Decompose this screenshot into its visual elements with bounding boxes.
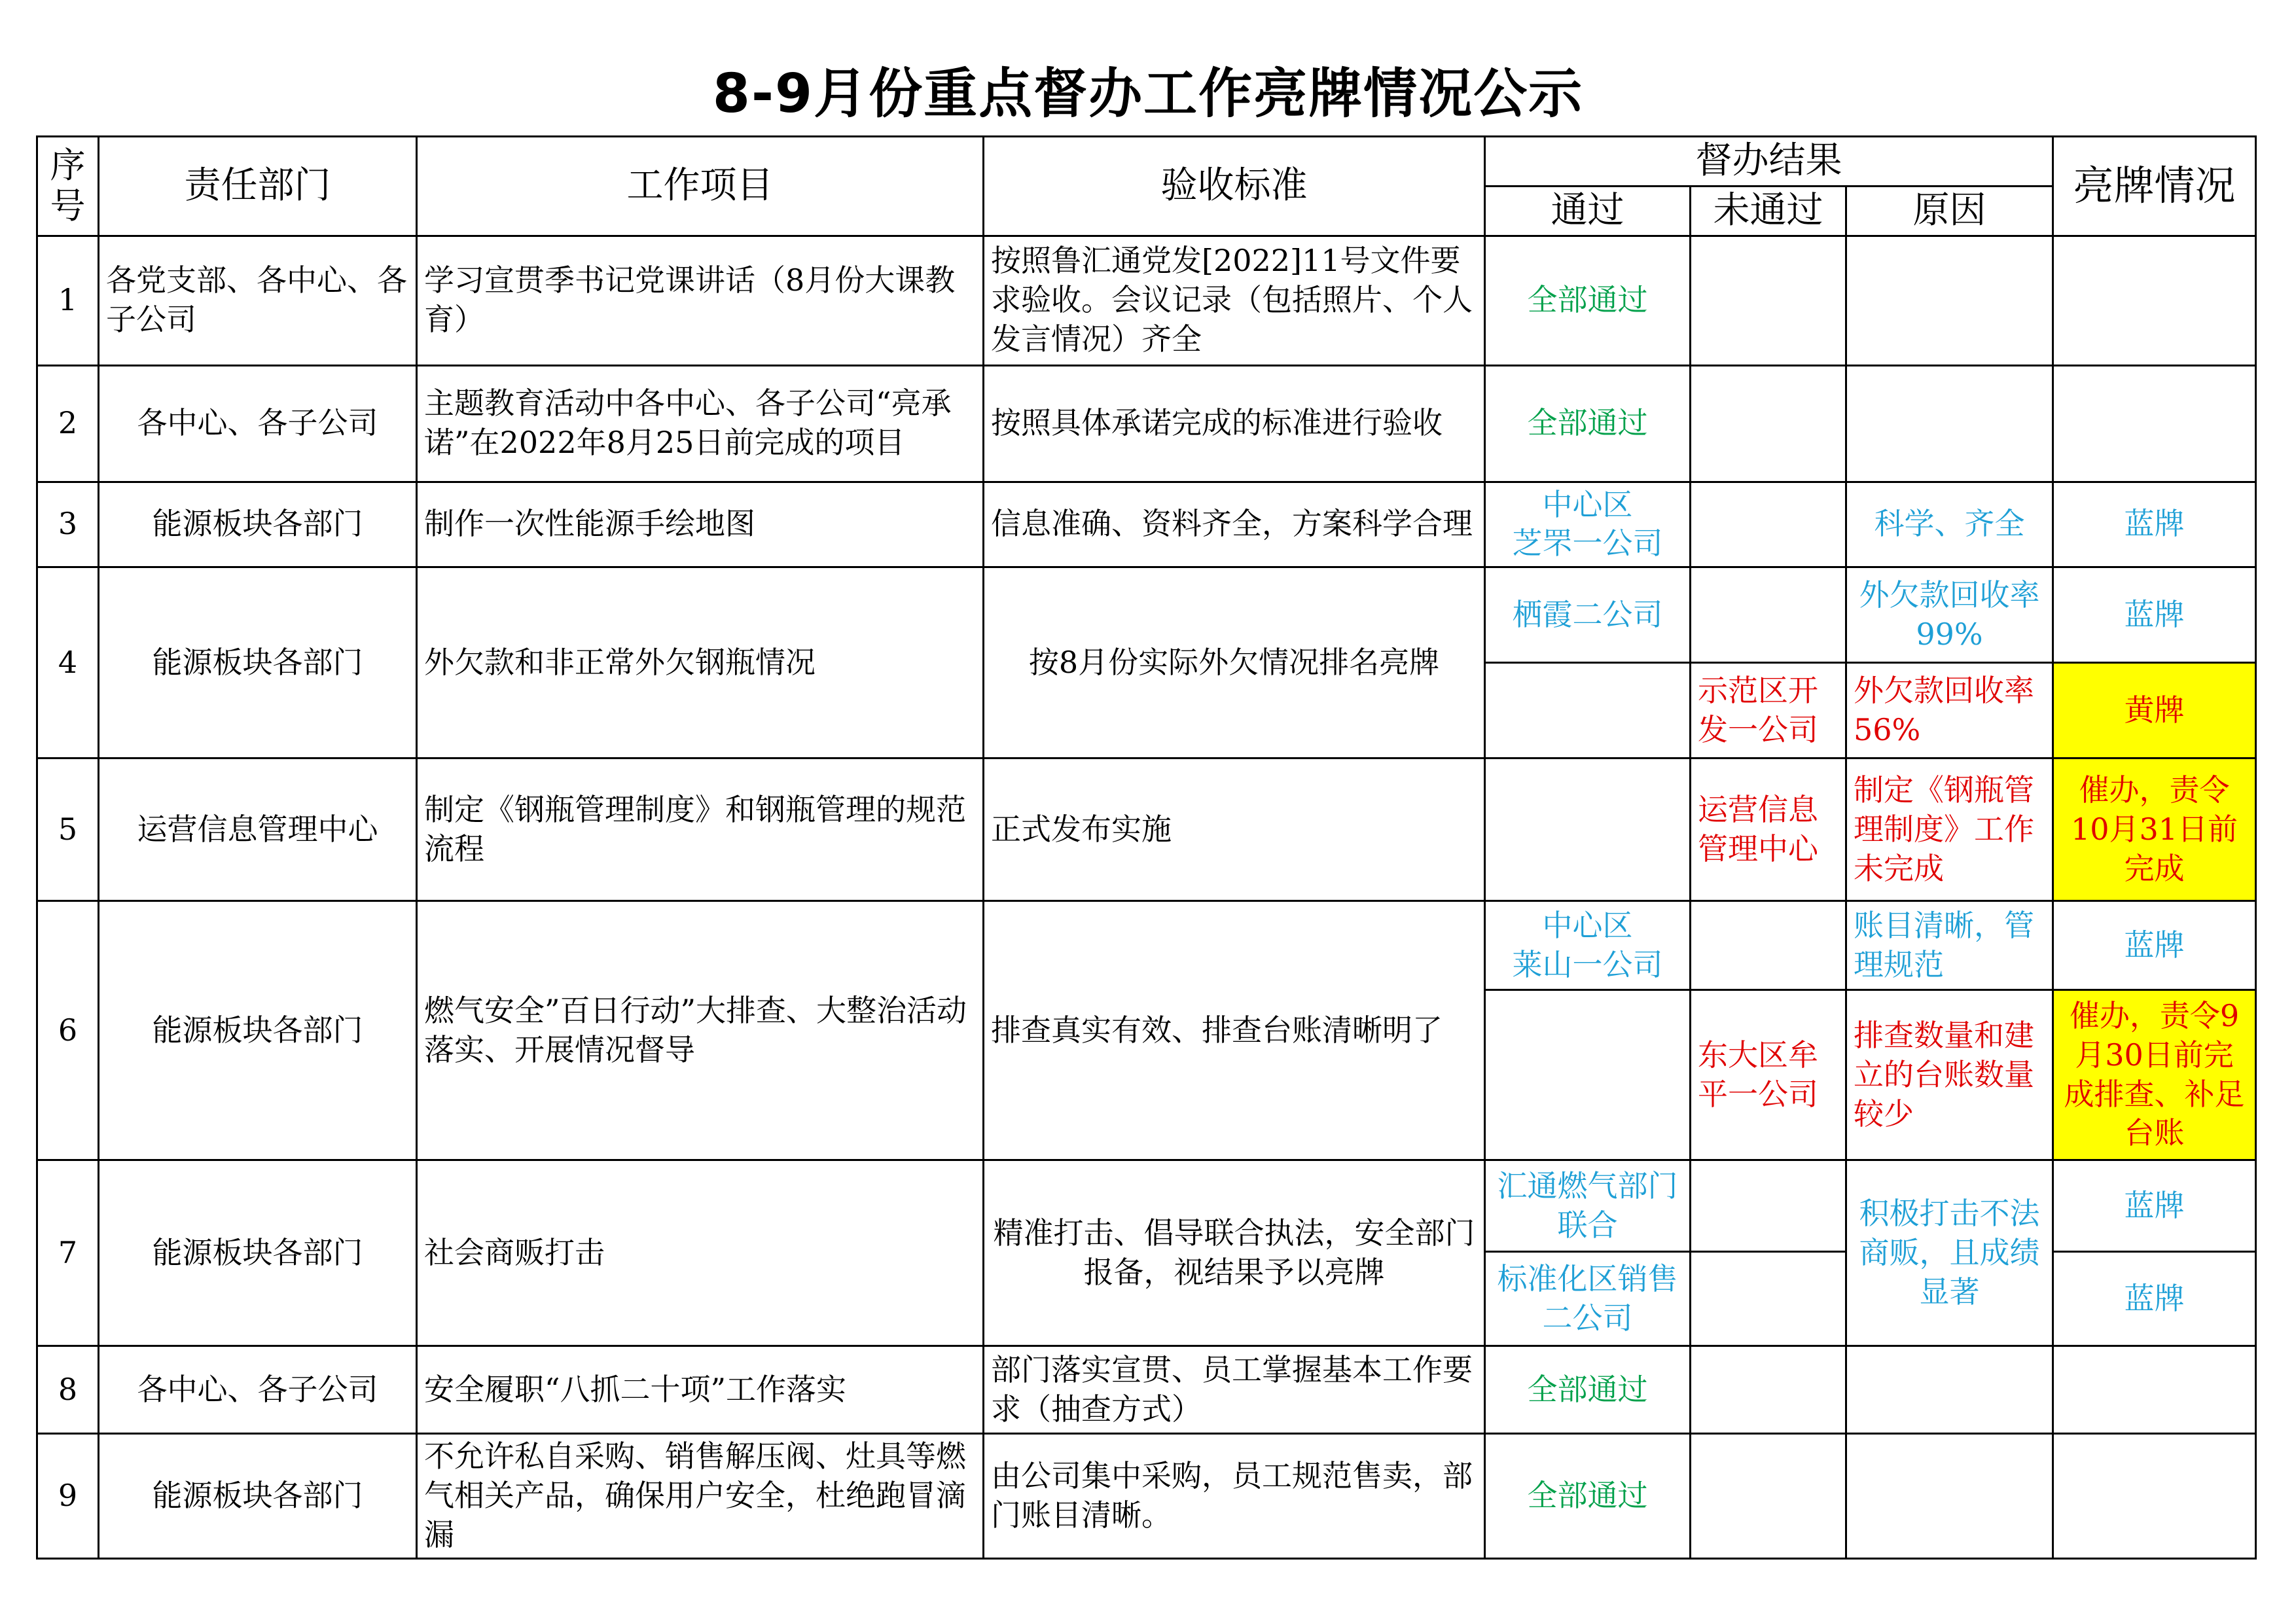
row-reason: 账目清晰，管理规范 [1846, 901, 2053, 990]
row-passed [1485, 663, 1691, 758]
header-failed: 未通过 [1691, 186, 1846, 236]
row-passed [1485, 990, 1691, 1160]
row-failed [1691, 1160, 1846, 1252]
table-row [37, 482, 2256, 567]
row-standard: 排查真实有效、排查台账清晰明了 [984, 901, 1485, 1160]
row-project: 外欠款和非正常外欠钢瓶情况 [417, 567, 984, 758]
row-card [2053, 1346, 2256, 1434]
row-project: 社会商贩打击 [417, 1160, 984, 1346]
row-card: 蓝牌 [2053, 1160, 2256, 1252]
row-reason: 外欠款回收率99% [1846, 567, 2053, 663]
row-number: 3 [37, 482, 99, 567]
table-row [37, 236, 2256, 365]
row-dept: 各中心、各子公司 [99, 1346, 417, 1434]
row-reason: 制定《钢瓶管理制度》工作未完成 [1846, 758, 2053, 901]
row-project: 学习宣贯季书记党课讲话（8月份大课教育） [417, 236, 984, 365]
row-project: 制定《钢瓶管理制度》和钢瓶管理的规范流程 [417, 758, 984, 901]
row-standard: 按8月份实际外欠情况排名亮牌 [984, 567, 1485, 758]
row-failed: 示范区开发一公司 [1691, 663, 1846, 758]
row-card: 催办，责令10月31日前完成 [2053, 758, 2256, 901]
table-row [37, 567, 2256, 663]
row-card: 蓝牌 [2053, 482, 2256, 567]
row-reason [1846, 1434, 2053, 1558]
row-failed [1691, 236, 1846, 365]
row-dept: 能源板块各部门 [99, 1434, 417, 1558]
row-passed: 全部通过 [1485, 365, 1691, 482]
row-project: 不允许私自采购、销售解压阀、灶具等燃气相关产品，确保用户安全，杜绝跑冒滴漏 [417, 1434, 984, 1558]
row-reason: 排查数量和建立的台账数量较少 [1846, 990, 2053, 1160]
row-failed: 东大区牟平一公司 [1691, 990, 1846, 1160]
row-passed: 中心区 莱山一公司 [1485, 901, 1691, 990]
row-dept: 能源板块各部门 [99, 1160, 417, 1346]
table-row [37, 901, 2256, 990]
header-card: 亮牌情况 [2053, 137, 2256, 236]
row-failed [1691, 1252, 1846, 1346]
row-dept: 能源板块各部门 [99, 567, 417, 758]
row-reason [1846, 1346, 2053, 1434]
row-reason: 外欠款回收率56% [1846, 663, 2053, 758]
supervision-table [36, 135, 2257, 1560]
page-title: 8-9月份重点督办工作亮牌情况公示 [712, 63, 1584, 125]
row-failed [1691, 1346, 1846, 1434]
row-standard: 部门落实宣贯、员工掌握基本工作要求（抽查方式） [984, 1346, 1485, 1434]
row-dept: 能源板块各部门 [99, 901, 417, 1160]
row-failed [1691, 365, 1846, 482]
row-failed [1691, 482, 1846, 567]
table-row [37, 1160, 2256, 1252]
row-standard: 按照具体承诺完成的标准进行验收 [984, 365, 1485, 482]
row-dept: 能源板块各部门 [99, 482, 417, 567]
row-project: 安全履职“八抓二十项”工作落实 [417, 1346, 984, 1434]
row-card: 催办，责令9月30日前完成排查、补足台账 [2053, 990, 2256, 1160]
row-reason [1846, 365, 2053, 482]
table-row [37, 758, 2256, 901]
row-standard: 正式发布实施 [984, 758, 1485, 901]
header-result: 督办结果 [1485, 137, 2053, 187]
row-failed [1691, 901, 1846, 990]
row-passed [1485, 758, 1691, 901]
table-row [37, 365, 2256, 482]
row-failed: 运营信息管理中心 [1691, 758, 1846, 901]
row-card: 蓝牌 [2053, 567, 2256, 663]
row-project: 主题教育活动中各中心、各子公司“亮承诺”在2022年8月25日前完成的项目 [417, 365, 984, 482]
row-reason [1846, 236, 2053, 365]
row-card: 黄牌 [2053, 663, 2256, 758]
row-dept: 运营信息管理中心 [99, 758, 417, 901]
row-number: 7 [37, 1160, 99, 1346]
row-number: 8 [37, 1346, 99, 1434]
row-card [2053, 1434, 2256, 1558]
row-card: 蓝牌 [2053, 901, 2256, 990]
row-standard: 精准打击、倡导联合执法，安全部门报备，视结果予以亮牌 [984, 1160, 1485, 1346]
row-failed [1691, 1434, 1846, 1558]
row-card [2053, 236, 2256, 365]
row-passed: 汇通燃气部门联合 [1485, 1160, 1691, 1252]
row-number: 5 [37, 758, 99, 901]
row-reason: 科学、齐全 [1846, 482, 2053, 567]
row-number: 4 [37, 567, 99, 758]
row-number: 9 [37, 1434, 99, 1558]
row-project: 制作一次性能源手绘地图 [417, 482, 984, 567]
row-number: 6 [37, 901, 99, 1160]
row-standard: 由公司集中采购，员工规范售卖，部门账目清晰。 [984, 1434, 1485, 1558]
row-card [2053, 365, 2256, 482]
header-project: 工作项目 [417, 137, 984, 236]
header-dept: 责任部门 [99, 137, 417, 236]
row-passed: 全部通过 [1485, 1346, 1691, 1434]
row-passed: 全部通过 [1485, 236, 1691, 365]
table-row [37, 1434, 2256, 1558]
row-standard: 按照鲁汇通党发[2022]11号文件要求验收。会议记录（包括照片、个人发言情况）齐全 [984, 236, 1485, 365]
row-number: 1 [37, 236, 99, 365]
row-project: 燃气安全”百日行动”大排查、大整治活动落实、开展情况督导 [417, 901, 984, 1160]
header-standard: 验收标准 [984, 137, 1485, 236]
row-dept: 各党支部、各中心、各子公司 [99, 236, 417, 365]
row-passed: 标准化区销售二公司 [1485, 1252, 1691, 1346]
table-row [37, 1346, 2256, 1434]
row-number: 2 [37, 365, 99, 482]
row-passed: 全部通过 [1485, 1434, 1691, 1558]
row-card: 蓝牌 [2053, 1252, 2256, 1346]
header-reason: 原因 [1846, 186, 2053, 236]
header-seq: 序号 [37, 137, 99, 236]
row-passed: 栖霞二公司 [1485, 567, 1691, 663]
header-passed: 通过 [1485, 186, 1691, 236]
row-dept: 各中心、各子公司 [99, 365, 417, 482]
row-standard: 信息准确、资料齐全，方案科学合理 [984, 482, 1485, 567]
row-passed: 中心区 芝罘一公司 [1485, 482, 1691, 567]
row-reason: 积极打击不法商贩，且成绩显著 [1846, 1160, 2053, 1346]
row-failed [1691, 567, 1846, 663]
